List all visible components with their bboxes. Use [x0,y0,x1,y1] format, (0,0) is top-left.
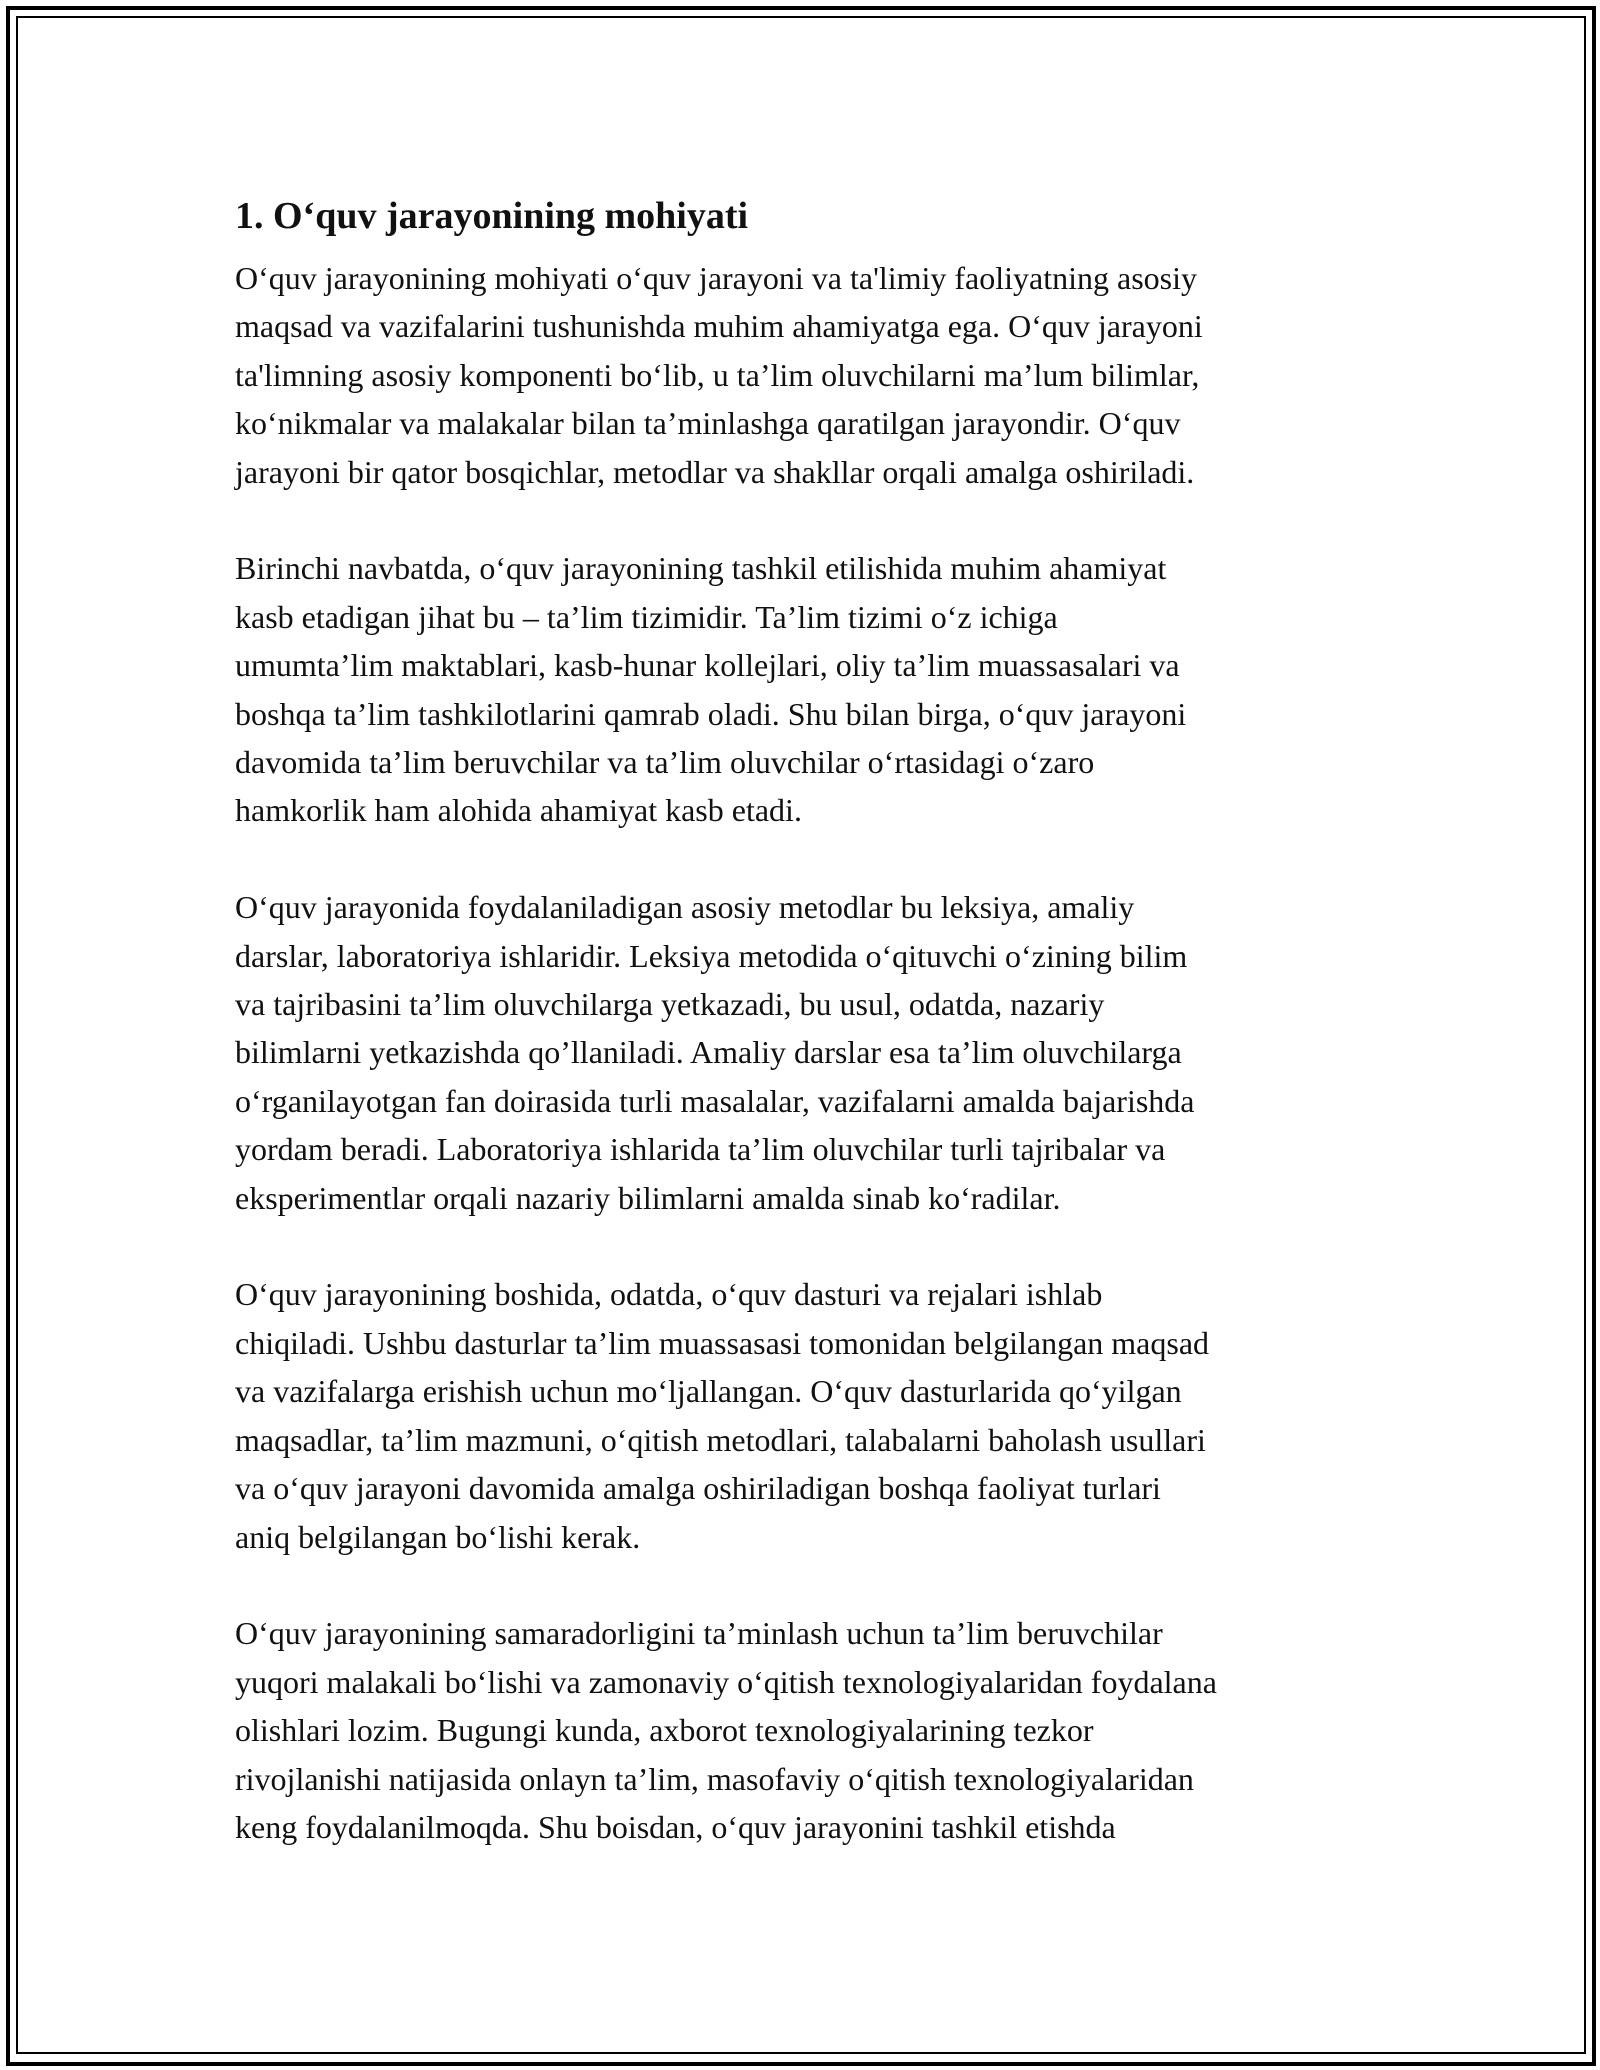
document-body [235,180,1375,1900]
paragraph-line: rivojlanishi natijasida onlayn ta’lim, masofaviy o‘qitish texnologiyalaridan [235,1760,1194,1797]
paragraph-line: davomida ta’lim beruvchilar va ta’lim oluvchilar o‘rtasidagi o‘zaro [235,744,1095,781]
paragraph-line: va tajribasini ta’lim oluvchilarga yetkazadi, bu usul, odatda, nazariy [235,986,1105,1023]
paragraph-line: maqsad va vazifalarini tushunishda muhim ahamiyatga ega. O‘quv jarayoni [235,308,1203,345]
paragraph [235,254,1375,496]
paragraph-list [235,254,1375,1851]
paragraph-line: hamkorlik ham alohida ahamiyat kasb etadi. [235,792,802,829]
paragraph-line: va vazifalarga erishish uchun mo‘ljallangan. O‘quv dasturlarida qo‘yilgan [235,1373,1182,1410]
paragraph-line: darslar, laboratoriya ishlaridir. Leksiya metodida o‘qituvchi o‘zining bilim [235,937,1188,974]
paragraph [235,544,1375,834]
paragraph-line: aniq belgilangan bo‘lishi kerak. [235,1518,641,1555]
paragraph-line: yuqori malakali bo‘lishi va zamonaviy o‘qitish texnologiyalaridan foydalana [235,1663,1217,1700]
section-heading: 1. O‘quv jarayonining mohiyati [235,195,749,237]
paragraph-line: yordam beradi. Laboratoriya ishlarida ta’lim oluvchilar turli tajribalar va [235,1131,1166,1168]
paragraph-line: maqsadlar, ta’lim mazmuni, o‘qitish metodlari, talabalarni baholash usullari [235,1421,1206,1458]
paragraph-line: Birinchi navbatda, o‘quv jarayonining tashkil etilishida muhim ahamiyat [235,550,1167,587]
paragraph [235,883,1375,1222]
paragraph-line: O‘quv jarayonining mohiyati o‘quv jarayoni va ta'limiy faoliyatning asosiy [235,260,1198,296]
paragraph-line: eksperimentlar orqali nazariy bilimlarni amalda sinab ko‘radilar. [235,1179,1061,1216]
paragraph-line: O‘quv jarayonining boshida, odatda, o‘quv dasturi va rejalari ishlab [235,1276,1103,1313]
paragraph-line: boshqa ta’lim tashkilotlarini qamrab oladi. Shu bilan birga, o‘quv jarayoni [235,695,1187,732]
paragraph-line: O‘quv jarayonining samaradorligini ta’minlash uchun ta’lim beruvchilar [235,1615,1163,1652]
paragraph [235,1270,1375,1560]
paragraph-line: ta'limning asosiy komponenti bo‘lib, u ta’lim oluvchilarni ma’lum bilimlar, [235,356,1200,393]
paragraph-line: o‘rganilayotgan fan doirasida turli masalalar, vazifalarni amalda bajarishda [235,1082,1195,1119]
paragraph-line: O‘quv jarayonida foydalaniladigan asosiy metodlar bu leksiya, amaliy [235,889,1135,926]
paragraph-line: ko‘nikmalar va malakalar bilan ta’minlashga qaratilgan jarayondir. O‘quv [235,405,1181,442]
paragraph-line: jarayoni bir qator bosqichlar, metodlar va shakllar orqali amalga oshiriladi. [235,453,1195,490]
paragraph-line: chiqiladi. Ushbu dasturlar ta’lim muassasasi tomonidan belgilangan maqsad [235,1324,1210,1361]
paragraph-line: kasb etadigan jihat bu – ta’lim tizimidir. Ta’lim tizimi o‘z ichiga [235,598,1058,635]
paragraph [235,1609,1375,1851]
paragraph-line: bilimlarni yetkazishda qo’llaniladi. Amaliy darslar esa ta’lim oluvchilarga [235,1034,1182,1071]
paragraph-line: keng foydalanilmoqda. Shu boisdan, o‘quv jarayonini tashkil etishda [235,1808,1116,1845]
paragraph-line: olishlari lozim. Bugungi kunda, axborot texnologiyalarining tezkor [235,1712,1094,1749]
paragraph-line: umumta’lim maktablari, kasb-hunar kollejlari, oliy ta’lim muassasalari va [235,647,1180,684]
paragraph-line: va o‘quv jarayoni davomida amalga oshiriladigan boshqa faoliyat turlari [235,1470,1161,1507]
